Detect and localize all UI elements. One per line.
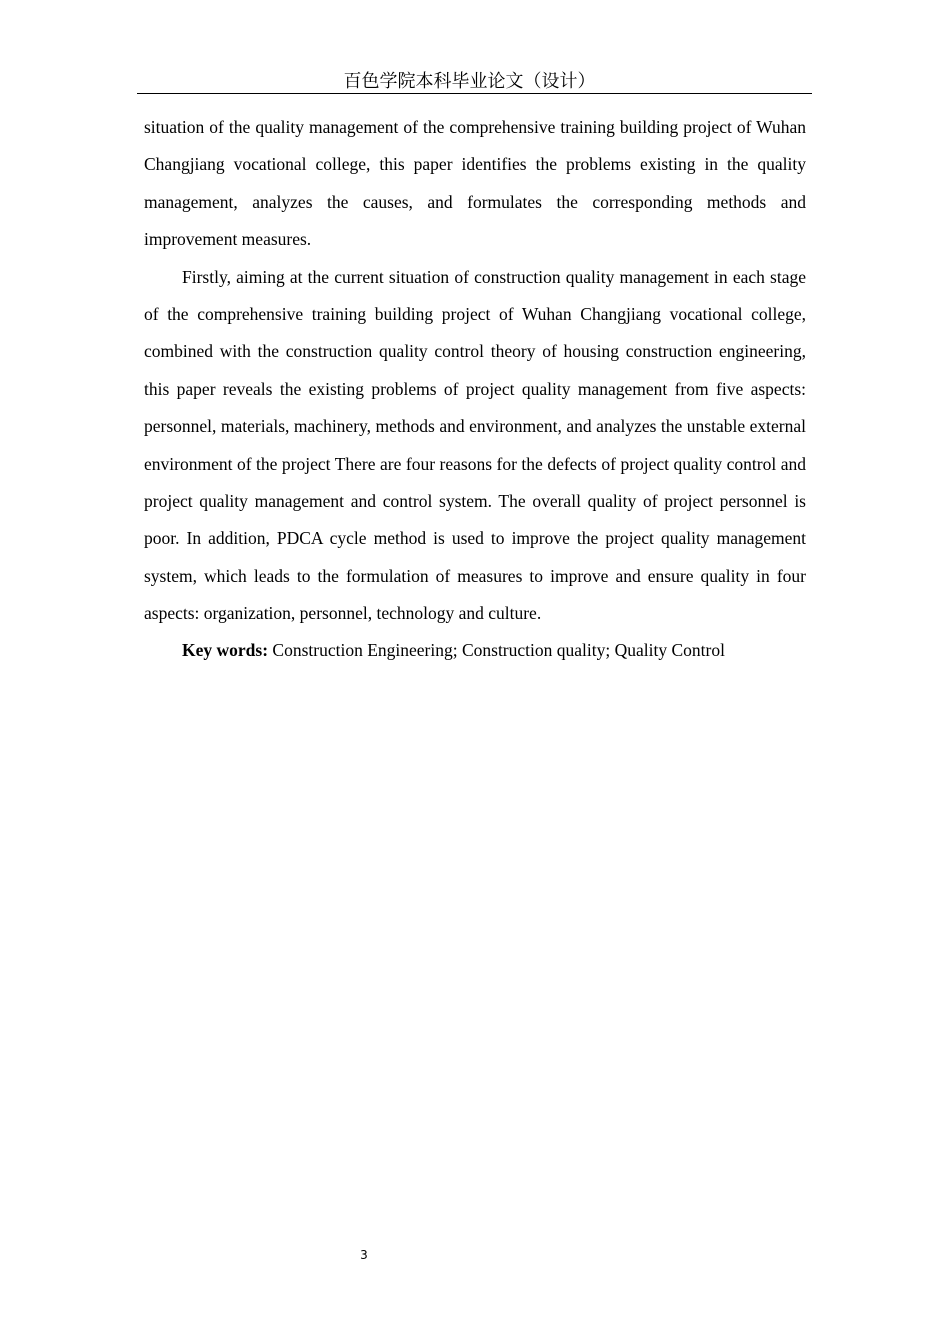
keywords-line [144,633,806,667]
abstract-paragraph-1: situation of the quality management of the comprehensive training building project of Wuhan Changjiang vocational college, this paper identifies the problems existing in the quality management, analyzes the causes, and formulates the corresponding methods and improvement measures. [144,117,806,250]
keywords-label: Key words: [182,639,269,660]
page-number: 3 [360,1248,368,1262]
keywords-text: Construction Engineering; Construction quality; Quality Control [268,639,725,660]
abstract-body [144,109,806,667]
page-header [137,68,812,94]
header-title: 百色学院本科毕业论文（设计） [343,71,596,92]
abstract-paragraph-2: Firstly, aiming at the current situation of construction quality management in each stage of the comprehensive training building project of Wuhan Changjiang vocational college, combined with the construction quality control theory of housing construction engineering, this paper reveals the existing problems of project quality management from five aspects: personnel, materials, machinery, methods and environment, and analyzes the unstable external environment of the project There are four reasons for the defects of project quality control and project quality management and control system. The overall quality of project personnel is poor. In addition, PDCA cycle method is used to improve the project quality management system, which leads to the formulation of measures to improve and ensure quality in four aspects: organization, personnel, technology and culture. [144,266,806,624]
